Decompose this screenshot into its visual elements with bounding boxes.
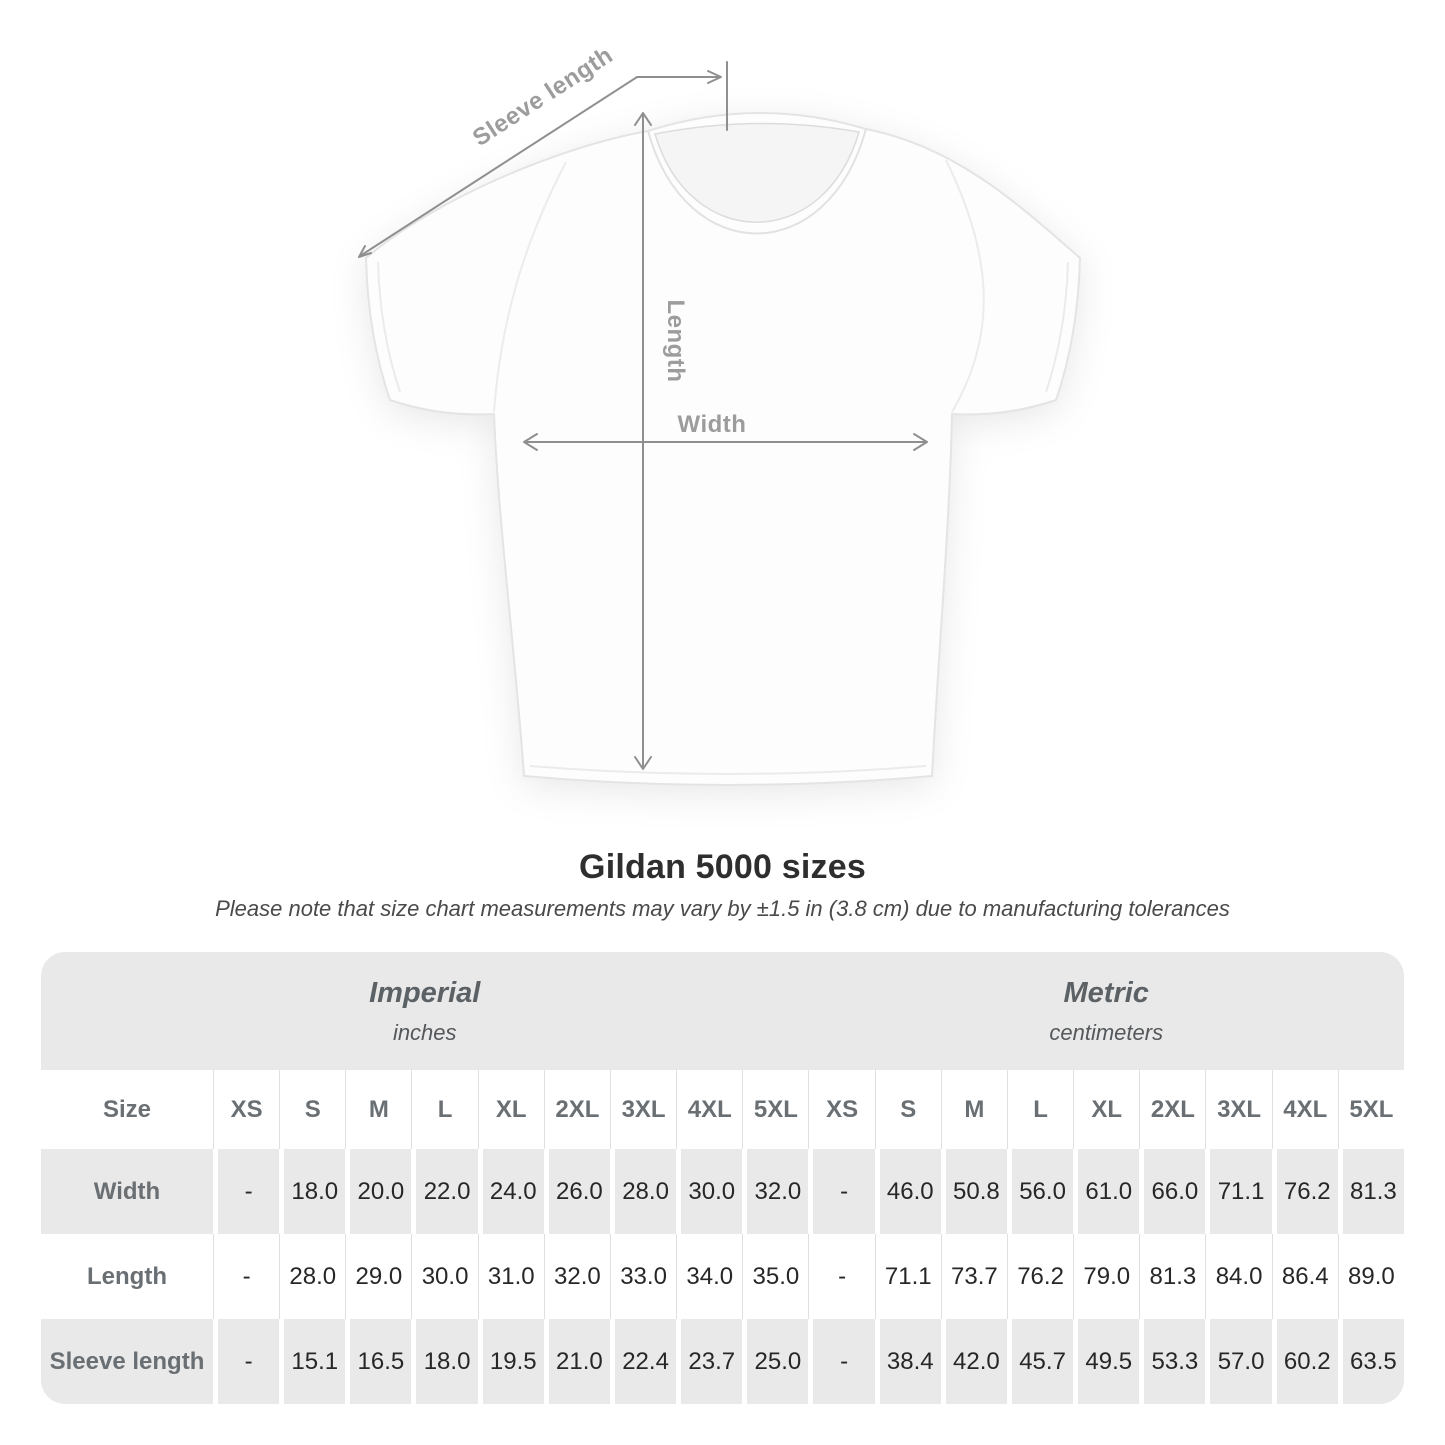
imperial-measurement-cell: 28.0 bbox=[279, 1234, 345, 1319]
size-column-header: Size bbox=[41, 1070, 213, 1149]
metric-measurement-cell: 76.2 bbox=[1272, 1149, 1338, 1234]
size-header-imperial-s: S bbox=[279, 1070, 345, 1149]
metric-unit-header bbox=[808, 952, 1404, 1070]
metric-measurement-cell: 81.3 bbox=[1338, 1149, 1404, 1234]
imperial-measurement-cell: 15.1 bbox=[279, 1319, 345, 1404]
metric-measurement-cell: - bbox=[808, 1149, 874, 1234]
metric-measurement-cell: 89.0 bbox=[1338, 1234, 1404, 1319]
size-header-metric-2xl: 2XL bbox=[1139, 1070, 1205, 1149]
imperial-measurement-cell: 23.7 bbox=[676, 1319, 742, 1404]
size-header-metric-4xl: 4XL bbox=[1272, 1070, 1338, 1149]
size-header-metric-s: S bbox=[875, 1070, 941, 1149]
size-header-metric-3xl: 3XL bbox=[1205, 1070, 1271, 1149]
imperial-measurement-cell: 18.0 bbox=[279, 1149, 345, 1234]
metric-measurement-cell: 49.5 bbox=[1073, 1319, 1139, 1404]
size-table bbox=[41, 952, 1404, 1404]
size-header-imperial-2xl: 2XL bbox=[544, 1070, 610, 1149]
imperial-measurement-cell: 25.0 bbox=[742, 1319, 808, 1404]
imperial-measurement-cell: 22.0 bbox=[411, 1149, 477, 1234]
imperial-unit-header bbox=[41, 952, 808, 1070]
metric-measurement-cell: 79.0 bbox=[1073, 1234, 1139, 1319]
imperial-measurement-cell: 18.0 bbox=[411, 1319, 477, 1404]
metric-measurement-cell: 86.4 bbox=[1272, 1234, 1338, 1319]
sleeve-length-label: Sleeve length bbox=[467, 41, 618, 152]
imperial-measurement-cell: 21.0 bbox=[544, 1319, 610, 1404]
imperial-measurement-cell: 31.0 bbox=[478, 1234, 544, 1319]
size-header-metric-xl: XL bbox=[1073, 1070, 1139, 1149]
metric-measurement-cell: - bbox=[808, 1234, 874, 1319]
imperial-measurement-cell: 34.0 bbox=[676, 1234, 742, 1319]
metric-measurement-cell: 71.1 bbox=[875, 1234, 941, 1319]
size-header-imperial-3xl: 3XL bbox=[610, 1070, 676, 1149]
imperial-measurement-cell: 19.5 bbox=[478, 1319, 544, 1404]
metric-measurement-cell: 56.0 bbox=[1007, 1149, 1073, 1234]
size-header-metric-m: M bbox=[941, 1070, 1007, 1149]
imperial-measurement-cell: 16.5 bbox=[345, 1319, 411, 1404]
imperial-measurement-cell: 26.0 bbox=[544, 1149, 610, 1234]
metric-measurement-cell: 71.1 bbox=[1205, 1149, 1271, 1234]
metric-title: Metric bbox=[1063, 976, 1149, 1009]
metric-measurement-cell: 61.0 bbox=[1073, 1149, 1139, 1234]
metric-measurement-cell: 50.8 bbox=[941, 1149, 1007, 1234]
tshirt-image bbox=[366, 113, 1080, 785]
metric-measurement-cell: 84.0 bbox=[1205, 1234, 1271, 1319]
metric-measurement-cell: 38.4 bbox=[875, 1319, 941, 1404]
tolerance-note: Please note that size chart measurements may vary by ±1.5 in (3.8 cm) due to manufacturing tolerances bbox=[215, 896, 1230, 921]
imperial-measurement-cell: 28.0 bbox=[610, 1149, 676, 1234]
size-header-metric-xs: XS bbox=[808, 1070, 874, 1149]
page-title: Gildan 5000 sizes bbox=[579, 848, 866, 886]
metric-measurement-cell: - bbox=[808, 1319, 874, 1404]
metric-measurement-cell: 46.0 bbox=[875, 1149, 941, 1234]
metric-measurement-cell: 60.2 bbox=[1272, 1319, 1338, 1404]
metric-measurement-cell: 66.0 bbox=[1139, 1149, 1205, 1234]
imperial-measurement-cell: 35.0 bbox=[742, 1234, 808, 1319]
size-header-metric-l: L bbox=[1007, 1070, 1073, 1149]
imperial-measurement-cell: 32.0 bbox=[742, 1149, 808, 1234]
size-header-metric-5xl: 5XL bbox=[1338, 1070, 1404, 1149]
size-header-imperial-l: L bbox=[411, 1070, 477, 1149]
metric-measurement-cell: 45.7 bbox=[1007, 1319, 1073, 1404]
size-header-imperial-5xl: 5XL bbox=[742, 1070, 808, 1149]
size-header-imperial-xs: XS bbox=[213, 1070, 279, 1149]
imperial-title: Imperial bbox=[369, 976, 481, 1009]
size-header-imperial-m: M bbox=[345, 1070, 411, 1149]
imperial-measurement-cell: - bbox=[213, 1149, 279, 1234]
metric-subtitle: centimeters bbox=[1049, 1019, 1164, 1045]
width-label: Width bbox=[677, 411, 747, 438]
length-label: Length bbox=[662, 299, 689, 383]
imperial-subtitle: inches bbox=[392, 1019, 457, 1045]
imperial-measurement-cell: 33.0 bbox=[610, 1234, 676, 1319]
imperial-measurement-cell: 29.0 bbox=[345, 1234, 411, 1319]
imperial-measurement-cell: 30.0 bbox=[676, 1149, 742, 1234]
metric-measurement-cell: 73.7 bbox=[941, 1234, 1007, 1319]
imperial-measurement-cell: - bbox=[213, 1234, 279, 1319]
metric-measurement-cell: 81.3 bbox=[1139, 1234, 1205, 1319]
metric-measurement-cell: 57.0 bbox=[1205, 1319, 1271, 1404]
metric-measurement-cell: 53.3 bbox=[1139, 1319, 1205, 1404]
imperial-measurement-cell: 20.0 bbox=[345, 1149, 411, 1234]
row-label-sleeve-length: Sleeve length bbox=[41, 1319, 213, 1404]
row-label-width: Width bbox=[41, 1149, 213, 1234]
imperial-measurement-cell: - bbox=[213, 1319, 279, 1404]
imperial-measurement-cell: 32.0 bbox=[544, 1234, 610, 1319]
imperial-measurement-cell: 30.0 bbox=[411, 1234, 477, 1319]
metric-measurement-cell: 76.2 bbox=[1007, 1234, 1073, 1319]
metric-measurement-cell: 42.0 bbox=[941, 1319, 1007, 1404]
size-header-imperial-xl: XL bbox=[478, 1070, 544, 1149]
size-header-imperial-4xl: 4XL bbox=[676, 1070, 742, 1149]
metric-measurement-cell: 63.5 bbox=[1338, 1319, 1404, 1404]
row-label-length: Length bbox=[41, 1234, 213, 1319]
imperial-measurement-cell: 22.4 bbox=[610, 1319, 676, 1404]
imperial-measurement-cell: 24.0 bbox=[478, 1149, 544, 1234]
